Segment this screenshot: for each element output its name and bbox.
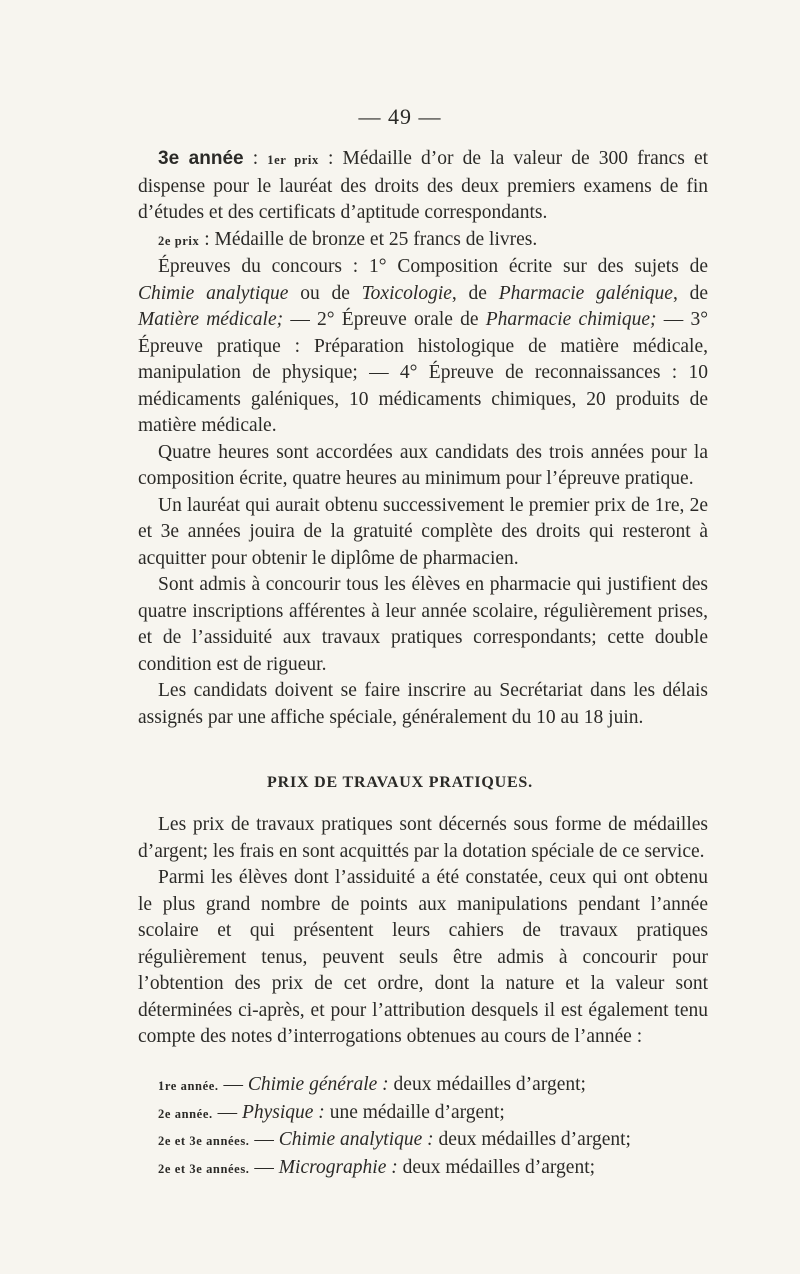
practical-intro-paragraph: Les prix de travaux pratiques sont décernés sous forme de médailles d’argent; les frais en sont acquittés par la dotation spéciale de ce service. xyxy=(138,814,708,862)
section-title: PRIX DE TRAVAUX PRATIQUES. xyxy=(267,774,533,791)
subject-chimie-analytique: Chimie analytique xyxy=(138,282,289,304)
prize-dash: — xyxy=(254,1156,274,1178)
prize-list xyxy=(158,1072,718,1182)
prize-rules-block xyxy=(138,146,708,731)
subject-pharmacie-chimique: Pharmacie chimique; xyxy=(485,309,657,330)
duration-paragraph: Quatre heures sont accordées aux candidats des trois années pour la composition écrite, quatre heures au minimum pour l’épreuve pratique. xyxy=(138,441,708,489)
prize-dash: — xyxy=(254,1129,274,1150)
list-item xyxy=(158,1155,718,1183)
practical-eligibility-paragraph: Parmi les élèves dont l’assiduité a été constatée, ceux qui ont obtenu le plus grand nombre de points aux manipulations pendant l’année scolaire et qui présentent leurs cahiers de travaux pratiques régulièrement tenus, peuvent seuls être admis à concourir pour l’obtention des prix de cet ordre, dont la nature et la valeur sont déterminées ci-après, et pour l’attribution desquels il est également tenu compte des notes d’interrogations obtenues au cours de l’année : xyxy=(138,867,708,1047)
prize-dash: — xyxy=(223,1074,243,1095)
practical-work-block xyxy=(138,812,708,1051)
prize-subject: Micrographie : xyxy=(278,1156,398,1178)
prize-year: 1re année. xyxy=(158,1079,219,1093)
subject-toxicologie: Toxicologie xyxy=(361,282,452,304)
list-item xyxy=(158,1100,718,1128)
prize-year: 2e année. xyxy=(158,1106,213,1121)
text-ou-de: ou de xyxy=(300,282,350,304)
prize-award: deux médailles d’argent; xyxy=(438,1129,631,1150)
epreuves-paragraph xyxy=(138,254,708,440)
third-year-heading: 3e année xyxy=(158,148,244,169)
text-de-1: , de xyxy=(451,282,487,304)
third-year-first-prize: 3e année : 1er prix : Médaille d’or de la valeur de 300 francs et dispense pour le lauréat des droits des deux premiers examens de fin d’études et des certificats d’aptitude correspondants. xyxy=(138,148,709,223)
prize-subject: Chimie analytique : xyxy=(278,1129,434,1150)
page-number: — 49 — xyxy=(358,104,442,129)
prize-award: deux médailles d’argent; xyxy=(402,1156,596,1178)
epreuves-rest: — 3° Épreuve pratique : Préparation histologique de matière médicale, manipulation de physique; — 4° Épreuve de reconnaissances : 10 médicaments galéniques, 10 médicaments chimiques, 20 produits de matière médicale. xyxy=(138,309,708,436)
prize-dash: — xyxy=(217,1101,238,1123)
prize-subject: Chimie générale : xyxy=(247,1074,389,1095)
epreuve-orale: — 2° Épreuve orale de xyxy=(290,309,479,330)
subject-pharmacie-galenique: Pharmacie galénique xyxy=(498,282,673,304)
list-item xyxy=(158,1072,718,1100)
list-item xyxy=(158,1127,718,1155)
admission-paragraph: Sont admis à concourir tous les élèves en pharmacie qui justifient des quatre inscriptions afférentes à leur année scolaire, régulièrement prises, et de l’assiduité aux travaux pratiques correspondants; cette double condition est de rigueur. xyxy=(138,574,708,675)
prize-award: deux médailles d’argent; xyxy=(393,1074,586,1095)
text-de-2: , de xyxy=(672,282,708,304)
first-prize-label: 1er prix xyxy=(267,153,319,167)
prize-subject: Physique : xyxy=(241,1101,325,1123)
registration-paragraph: Les candidats doivent se faire inscrire au Secrétariat dans les délais assignés par une affiche spéciale, généralement du 10 au 18 juin. xyxy=(138,680,708,728)
first-prize-text: Médaille d’or de la valeur de 300 francs et dispense pour le lauréat des droits des deux premiers examens de fin d’études et des certificats d’aptitude correspondants. xyxy=(138,148,709,223)
second-prize-label: 2e prix xyxy=(158,233,200,248)
epreuves-intro: Épreuves du concours : 1° Composition écrite sur des sujets de xyxy=(158,256,708,277)
prize-year: 2e et 3e années. xyxy=(158,1161,250,1176)
subject-matiere-medicale: Matière médicale; xyxy=(138,309,284,330)
third-year-second-prize: 2e prix : Médaille de bronze et 25 francs de livres. xyxy=(158,228,538,250)
second-prize-text: Médaille de bronze et 25 francs de livres. xyxy=(214,228,538,250)
prize-award: une médaille d’argent; xyxy=(329,1101,505,1123)
laureate-paragraph: Un lauréat qui aurait obtenu successivement le premier prix de 1re, 2e et 3e années jouira de la gratuité complète des droits qui resteront à acquitter pour obtenir le diplôme de pharmacien. xyxy=(138,494,708,569)
prize-year: 2e et 3e années. xyxy=(158,1134,250,1148)
